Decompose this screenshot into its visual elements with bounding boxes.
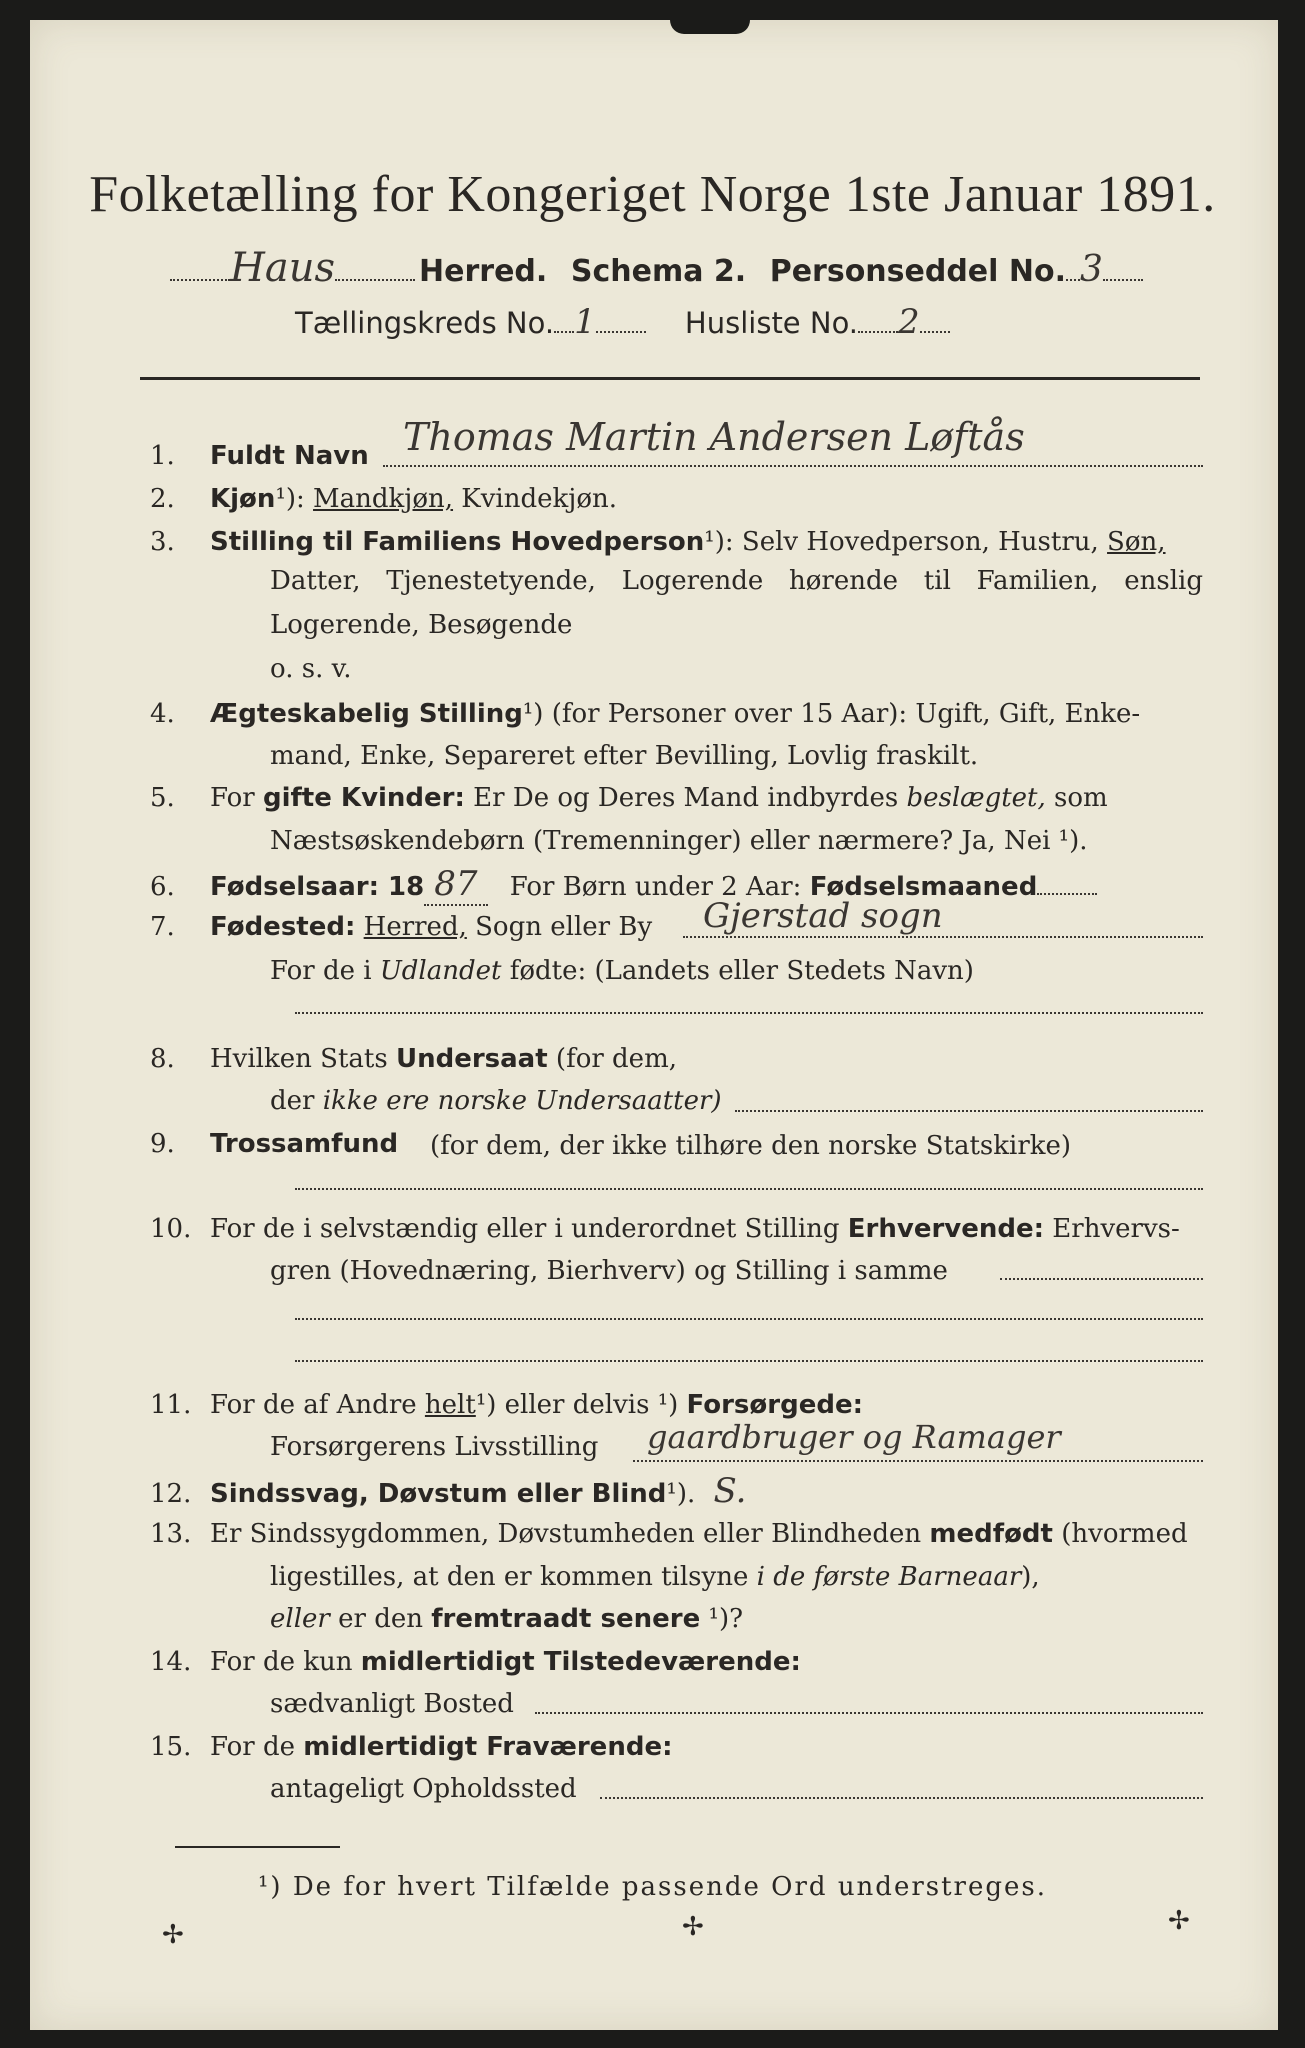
item-2	[150, 478, 617, 520]
birth-year-value: 87	[424, 864, 487, 906]
item-9-number: 9.	[150, 1129, 175, 1159]
item-8	[150, 1038, 677, 1080]
item-14-line1a: For de kun	[210, 1647, 353, 1677]
probable-residence-line	[600, 1797, 1203, 1799]
herred-name: Haus	[230, 245, 336, 291]
item-11-label: Forsørgede:	[686, 1390, 863, 1420]
pin-mark-right: ✢	[1168, 1906, 1190, 1936]
occupation-line-2	[295, 1318, 1203, 1320]
item-7-line2c: fødte: (Landets eller Stedets Navn)	[509, 956, 974, 986]
item-5	[150, 777, 1108, 819]
birthplace-herred: Herred,	[363, 912, 467, 942]
full-name-value: Thomas Martin Andersen Løftås	[403, 415, 1025, 459]
provider-occupation-value: gaardbruger og Ramager	[647, 1418, 1061, 1456]
item-8-line2b: ikke ere norske Undersaatter)	[322, 1086, 722, 1116]
herred-label: Herred.	[419, 254, 548, 289]
item-7-rest: Sogn eller By	[475, 912, 653, 942]
kreds-label: Tællingskreds No.	[295, 306, 555, 340]
item-13-line1b: (hvormed	[1061, 1519, 1188, 1549]
item-13-line2c: ),	[1021, 1562, 1040, 1592]
item-13-line3a: eller	[270, 1604, 330, 1634]
usual-residence-line	[535, 1712, 1203, 1714]
item-13-line3b: er den	[338, 1604, 423, 1634]
item-11-number: 11.	[150, 1390, 192, 1420]
pin-mark-center: ✢	[682, 1912, 704, 1942]
item-5-pre: For	[210, 783, 255, 813]
form-title: Folketælling for Kongeriget Norge 1ste Januar 1891.	[89, 166, 1216, 223]
item-10-label: Erhvervende:	[847, 1214, 1045, 1244]
footnote: ¹) De for hvert Tilfælde passende Ord understreges.	[258, 1872, 1048, 1902]
item-1-number: 1.	[150, 441, 175, 471]
item-7-line2b: Udlandet	[379, 956, 502, 986]
item-3-label: Stilling til Familiens Hovedperson	[210, 527, 705, 557]
occupation-line-3	[295, 1360, 1203, 1362]
birthplace-value: Gjerstad sogn	[703, 896, 943, 936]
relation-son: Søn,	[1107, 527, 1166, 557]
item-13-line1a: Er Sindssygdommen, Døvstumheden eller Blindheden	[210, 1519, 922, 1549]
item-5-label: gifte Kvinder:	[262, 783, 465, 813]
item-7	[150, 906, 652, 948]
item-1	[150, 435, 369, 477]
item-9-line1	[430, 1131, 1203, 1161]
item-12-label: Sindssvag, Døvstum eller Blind	[210, 1479, 667, 1509]
item-3	[150, 521, 1166, 563]
herred-row	[170, 245, 1143, 291]
item-13-label: medfødt	[929, 1519, 1053, 1549]
item-3-line1: Selv Hovedperson, Hustru,	[741, 527, 1099, 557]
item-6-label: Fødselsaar: 18	[210, 872, 425, 902]
item-13-number: 13.	[150, 1519, 192, 1549]
item-4-label: Ægteskabelig Stilling	[210, 699, 523, 729]
sex-male: Mandkjøn,	[313, 484, 454, 514]
item-15-label: midlertidigt Fraværende:	[303, 1732, 673, 1762]
religion-line	[295, 1188, 1203, 1190]
husliste-no: 2	[898, 302, 920, 342]
item-9-label: Trossamfund	[210, 1129, 399, 1159]
item-10-line1b: Erhvervs-	[1052, 1214, 1180, 1244]
item-12	[150, 1470, 746, 1515]
paper-edge	[670, 20, 750, 34]
citizenship-line	[735, 1110, 1203, 1112]
item-11-line1b: ¹) eller delvis ¹)	[475, 1390, 679, 1420]
item-13-line3c: ¹)?	[708, 1604, 744, 1634]
item-2-label: Kjøn	[210, 484, 276, 514]
item-10-line2: gren (Hovednæring, Bierhverv) og Stilling i samme	[270, 1256, 948, 1286]
item-8-line2a: der	[270, 1086, 315, 1116]
item-3-line3: Logerende, Besøgende	[270, 610, 573, 640]
husliste-label: Husliste No.	[684, 306, 859, 340]
item-14-label: midlertidigt Tilstedeværende:	[360, 1647, 801, 1677]
sex-female: Kvindekjøn.	[461, 484, 617, 514]
full-name-line	[383, 415, 1203, 467]
birthplace-line	[683, 896, 1203, 938]
item-15-number: 15.	[150, 1732, 192, 1762]
item-7-line2	[270, 950, 974, 992]
item-6-mid: For Børn under 2 Aar:	[509, 872, 802, 902]
item-4	[150, 693, 1140, 735]
item-10	[150, 1208, 1180, 1250]
item-13-line2a: ligestilles, at den er kommen tilsyne	[270, 1562, 749, 1592]
support-helt: helt	[424, 1390, 476, 1420]
item-11-line2: Forsørgerens Livsstilling	[270, 1432, 599, 1462]
item-4-line2: mand, Enke, Separeret efter Bevilling, Lovlig fraskilt.	[270, 741, 979, 771]
item-3-number: 3.	[150, 527, 175, 557]
item-8-line2	[270, 1080, 722, 1122]
item-15	[150, 1726, 672, 1768]
item-14-number: 14.	[150, 1647, 192, 1677]
item-5-number: 5.	[150, 783, 175, 813]
pin-mark-left: ✢	[162, 1920, 184, 1950]
item-12-number: 12.	[150, 1479, 192, 1509]
item-5-line1c: som	[1054, 783, 1108, 813]
schema-label: Schema 2.	[570, 254, 747, 289]
item-5-line1b: beslægtet,	[906, 783, 1046, 813]
item-2-sup: ¹):	[275, 484, 305, 514]
provider-occupation-line	[633, 1418, 1203, 1462]
item-9-line1-text: (for dem, der ikke tilhøre den norske Statskirke)	[430, 1131, 1072, 1161]
item-4-number: 4.	[150, 699, 175, 729]
item-8-label: Undersaat	[395, 1044, 548, 1074]
item-15-line2: antageligt Opholdssted	[270, 1774, 577, 1804]
occupation-line-1	[1000, 1278, 1203, 1280]
item-14	[150, 1641, 801, 1683]
item-10-line1a: For de i selvstændig eller i underordnet Stilling	[210, 1214, 840, 1244]
item-7-label: Fødested:	[210, 912, 356, 942]
item-13-label3: fremtraadt senere	[431, 1604, 701, 1634]
kreds-no: 1	[574, 302, 596, 342]
personseddel-no: 3	[1080, 249, 1103, 290]
item-8-line1b: (for dem,	[555, 1044, 677, 1074]
item-15-line1a: For de	[210, 1732, 295, 1762]
item-2-number: 2.	[150, 484, 175, 514]
item-4-line1: ¹) (for Personer over 15 Aar): Ugift, Gift, Enke-	[522, 699, 1141, 729]
item-6-number: 6.	[150, 872, 175, 902]
item-5-line1a: Er De og Deres Mand indbyrdes	[473, 783, 899, 813]
item-13-line2	[270, 1556, 1040, 1598]
item-14-line2: sædvanligt Bosted	[270, 1689, 514, 1719]
item-11-line1a: For de af Andre	[210, 1390, 417, 1420]
kreds-row	[295, 302, 950, 342]
item-5-line2: Næstsøskendebørn (Tremenninger) eller nærmere? Ja, Nei ¹).	[270, 826, 1088, 856]
item-13-line3	[270, 1598, 743, 1640]
item-7-number: 7.	[150, 912, 175, 942]
item-8-line1a: Hvilken Stats	[210, 1044, 388, 1074]
header-divider	[140, 377, 1200, 380]
footnote-divider	[175, 1846, 340, 1848]
disability-value: S.	[713, 1471, 747, 1511]
item-6-label2: Fødselsmaaned	[809, 872, 1038, 902]
item-3-line2: Datter, Tjenestetyende, Logerende hørende til Familien, enslig	[270, 566, 1203, 596]
item-13	[150, 1513, 1188, 1555]
item-1-label: Fuldt Navn	[210, 441, 369, 471]
foreign-birthplace-line	[295, 1012, 1203, 1014]
item-3-sup: ¹):	[704, 527, 734, 557]
item-13-line2b: i de første Barneaar	[756, 1562, 1022, 1592]
personseddel-label: Personseddel No.	[769, 254, 1066, 289]
item-3-line4: o. s. v.	[270, 654, 352, 684]
item-7-line2a: For de i	[270, 956, 372, 986]
item-10-number: 10.	[150, 1214, 192, 1244]
item-12-sup: ¹).	[666, 1479, 696, 1509]
item-9	[150, 1123, 398, 1165]
item-8-number: 8.	[150, 1044, 175, 1074]
